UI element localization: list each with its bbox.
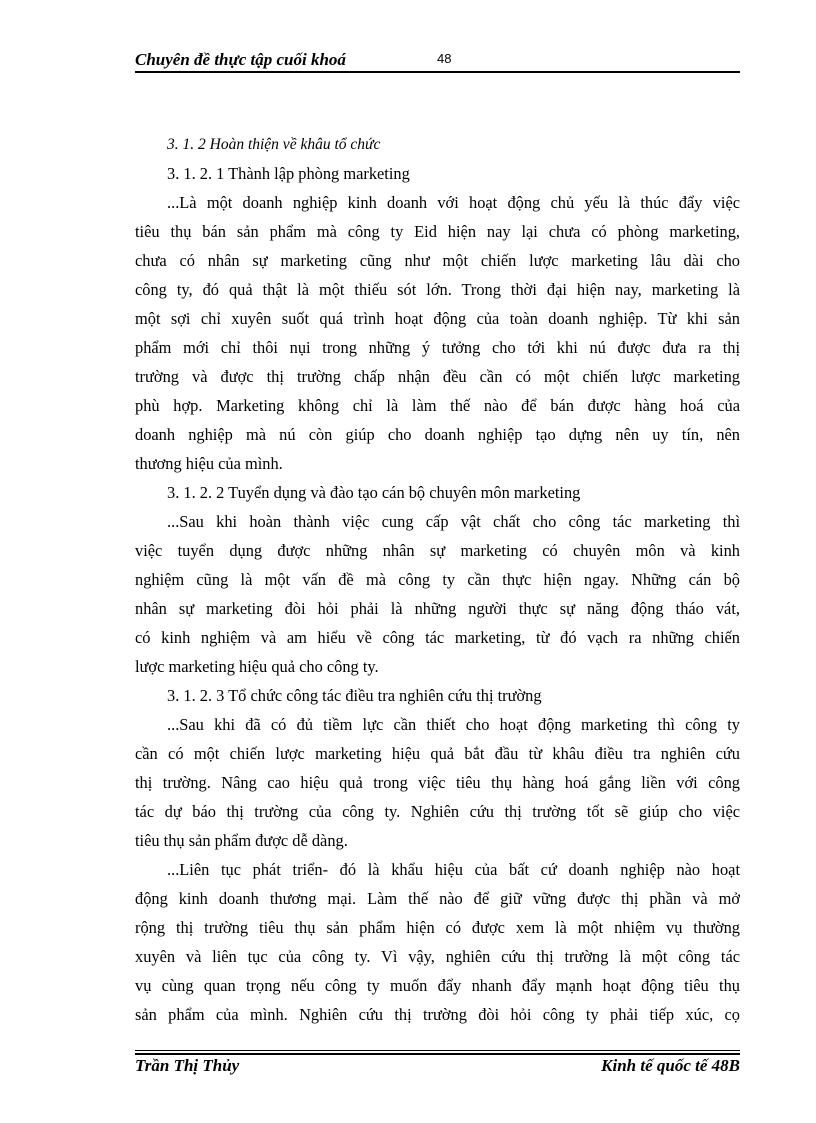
text-line: công ty, đó quả thật là một thiếu sót lớn. Trong thời đại hiện nay, marketing là	[135, 280, 740, 299]
text-line: có kinh nghiệm và am hiểu về công tác marketing, từ đó vạch ra những chiến	[135, 628, 740, 647]
text-line: phẩm mới chỉ thôi nụi trong những ý tưởng cho tới khi nú được đưa ra thị	[135, 338, 740, 357]
text-line: việc tuyển dụng được những nhân sự marketing có chuyên môn và kinh	[135, 541, 740, 560]
header-title: Chuyên đề thực tập cuối khoá	[135, 50, 346, 69]
text-line: ...Sau khi đã có đủ tiềm lực cần thiết cho hoạt động marketing thì công ty	[167, 715, 740, 734]
text-line: phù hợp. Marketing không chỉ là làm thế nào để bán được hàng hoá của	[135, 396, 740, 415]
text-line: nghiệm cũng là một vấn đề mà công ty cần thực hiện ngay. Những cán bộ	[135, 570, 740, 589]
text-line: sản phẩm của mình. Nghiên cứu thị trường đòi hỏi công ty phải tiếp xúc, cọ	[135, 1005, 740, 1024]
text-line: tiêu thụ bán sản phẩm mà công ty Eid hiện nay lại chưa có phòng marketing,	[135, 222, 740, 241]
footer-divider-thick	[135, 1053, 740, 1055]
footer-author: Trần Thị Thủy	[135, 1056, 240, 1075]
footer-divider-thin	[135, 1050, 740, 1051]
text-line: trường và được thị trường chấp nhận đều cần có một chiến lược marketing	[135, 367, 740, 386]
text-line: 3. 1. 2. 3 Tổ chức công tác điều tra nghiên cứu thị trường	[167, 686, 542, 705]
footer-class-name: Kinh tế quốc tế 48B	[601, 1056, 740, 1075]
text-line: ...Liên tục phát triển- đó là khẩu hiệu của bất cứ doanh nghiệp nào hoạt	[167, 860, 740, 879]
text-line: vụ cùng quan trọng nếu công ty muốn đẩy nhanh đẩy mạnh hoạt động tiêu thụ	[135, 976, 740, 995]
text-line: tiêu thụ sản phẩm được dễ dàng.	[135, 831, 348, 850]
text-line: doanh nghiệp mà nú còn giúp cho doanh nghiệp tạo dựng nên uy tín, nên	[135, 425, 740, 444]
page-header	[135, 50, 740, 72]
text-line: lược marketing hiệu quả cho công ty.	[135, 657, 379, 676]
text-line: tác dự báo thị trường của công ty. Nghiên cứu thị trường tốt sẽ giúp cho việc	[135, 802, 740, 821]
text-line: xuyên và liên tục của công ty. Vì vậy, nghiên cứu thị trường là một công tác	[135, 947, 740, 966]
text-line: 3. 1. 2 Hoàn thiện về khâu tổ chức	[167, 136, 381, 153]
page-number: 48	[437, 51, 452, 66]
text-line: cần có một chiến lược marketing hiệu quả bắt đầu từ khâu điều tra nghiên cứu	[135, 744, 740, 763]
text-line: ...Là một doanh nghiệp kinh doanh với hoạt động chủ yếu là thúc đẩy việc	[167, 193, 740, 212]
page-footer	[135, 1056, 740, 1078]
text-line: chưa có nhân sự marketing cũng như một chiến lược marketing lâu dài cho	[135, 251, 740, 270]
text-line: nhân sự marketing đòi hỏi phải là những người thực sự năng động tháo vát,	[135, 599, 740, 618]
header-divider	[135, 71, 740, 73]
text-line: rộng thị trường tiêu thụ sản phẩm hiện có được xem là một nhiệm vụ thường	[135, 918, 740, 937]
text-line: 3. 1. 2. 1 Thành lập phòng marketing	[167, 164, 410, 183]
text-line: 3. 1. 2. 2 Tuyển dụng và đào tạo cán bộ chuyên môn marketing	[167, 483, 581, 502]
text-line: ...Sau khi hoàn thành việc cung cấp vật chất cho công tác marketing thì	[167, 512, 740, 531]
body-text	[135, 130, 740, 1029]
text-line: thương hiệu của mình.	[135, 454, 283, 473]
text-line: thị trường. Nâng cao hiệu quả trong việc tiêu thụ hàng hoá gắng liền với công	[135, 773, 740, 792]
text-line: động kinh doanh thương mại. Làm thế nào để giữ vững được thị phần và mở	[135, 889, 740, 908]
text-line: một sợi chỉ xuyên suốt quá trình hoạt động của toàn doanh nghiệp. Từ khi sản	[135, 309, 740, 328]
